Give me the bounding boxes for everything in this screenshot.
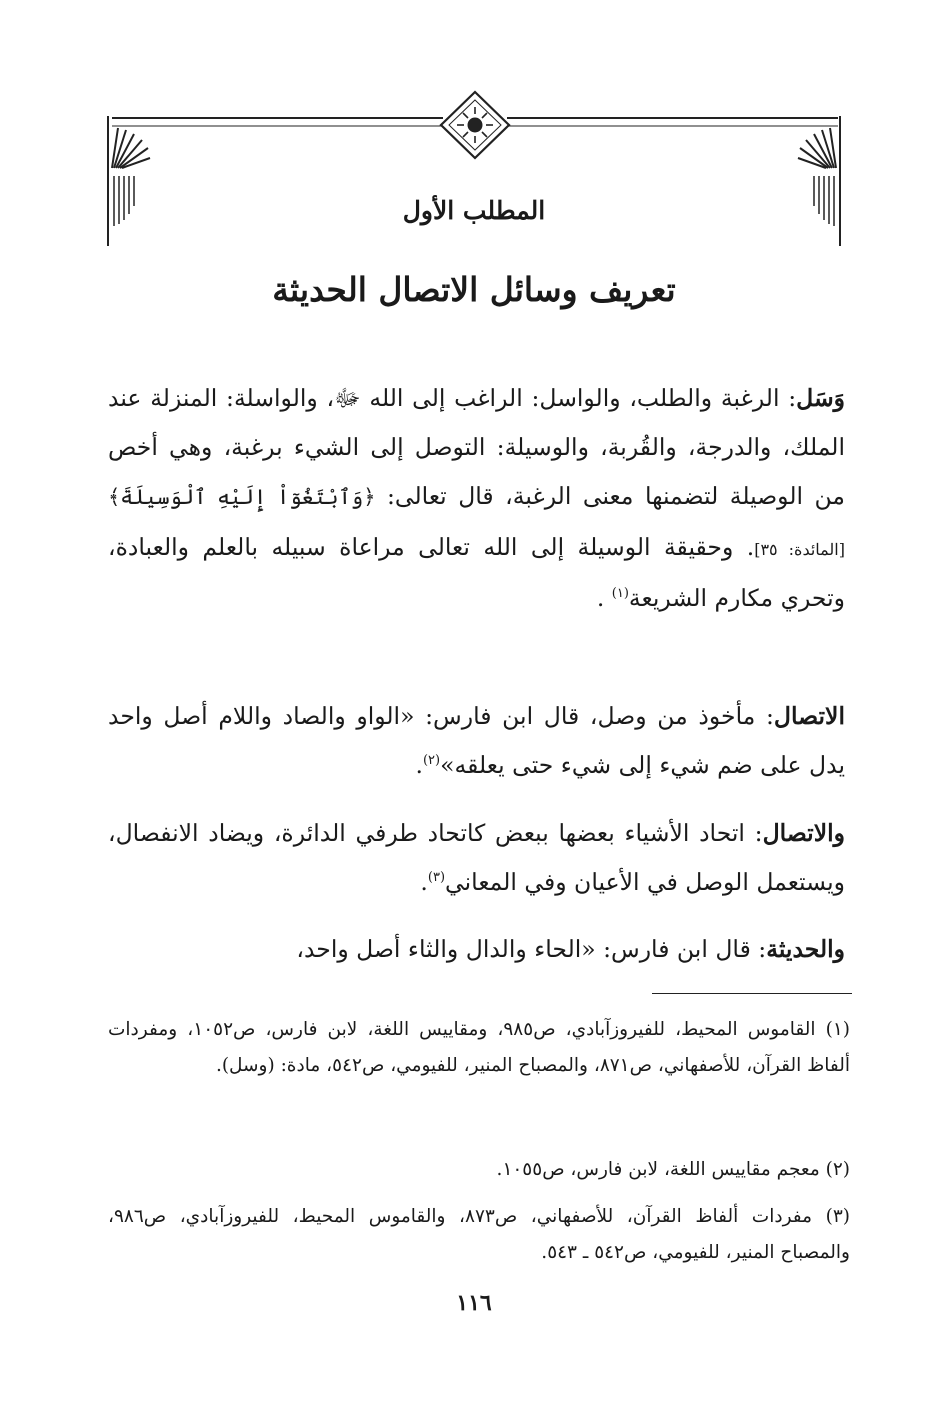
footnote-3 (108, 1199, 850, 1271)
term-wasal: وَسَل (796, 384, 845, 412)
paragraph-end: . (420, 868, 428, 896)
page-title: تعريف وسائل الاتصال الحديثة (272, 270, 676, 309)
footnote-number: (١) (825, 1019, 851, 1040)
quran-verse: ﴿وَٱبْتَغُوٓاْ إِلَيْهِ ٱلْوَسِيلَةَ﴾ (108, 485, 376, 509)
paragraph-ittisal (108, 692, 845, 790)
footnote-text: معجم مقاييس اللغة، لابن فارس، ص١٠٥٥. (496, 1159, 820, 1180)
paragraph-text: . وحقيقة الوسيلة إلى الله تعالى مراعاة سبيله بالعلم والعبادة، وتحري مكارم الشريعة (108, 533, 845, 612)
term-hadith: والحديثة (766, 935, 845, 963)
footnote-marker: (١) (611, 586, 629, 602)
footnote-1 (108, 1012, 850, 1084)
footnote-text: مفردات ألفاظ القرآن، للأصفهاني، ص٨٧٣، والقاموس المحيط، للفيروزآبادي، ص٩٨٦، والمصباح المنير، للفيومي، ص٥٤٢ ـ ٥٤٣. (108, 1206, 850, 1263)
section-label: المطلب الأول (402, 196, 546, 225)
paragraph-wasal (108, 374, 845, 623)
paragraph-text: : اتحاد الأشياء بعضها ببعض كاتحاد طرفي الدائرة، ويضاد الانفصال، ويستعمل الوصل في الأعيان وفي المعاني (108, 819, 845, 896)
footnote-marker: (٢) (422, 753, 441, 769)
verse-reference: [المائدة: ٣٥] (754, 540, 845, 559)
term-wal-ittisal: والاتصال (762, 819, 845, 847)
paragraph-hadith (108, 925, 845, 974)
footnote-2 (108, 1152, 850, 1188)
page-number: ١١٦ (456, 1290, 492, 1316)
footnote-text: القاموس المحيط، للفيروزآبادي، ص٩٨٥، ومقاييس اللغة، لابن فارس، ص١٠٥٢، ومفردات ألفاظ القرآن، للأصفهاني، ص٨٧١، والمصباح المنير، للفيومي، ص٥٤٢، مادة: (وسل). (108, 1019, 850, 1076)
term-ittisal: الاتصال (773, 702, 845, 730)
footnote-number: (٣) (825, 1206, 850, 1227)
paragraph-text: : مأخوذ من وصل، قال ابن فارس: «الواو والصاد واللام أصل واحد يدل على ضم شيء إلى شيء حتى يعلقه» (108, 702, 845, 779)
paragraph-end: . (415, 751, 423, 779)
paragraph-end: . (596, 584, 612, 612)
paragraph-text: : الرغبة والطلب، والواسل: الراغب إلى الله ﷻ، والواسلة: المنزلة عند الملك، والدرجة، والقُربة، والوسيلة: التوصل إلى الشيء برغبة، وهي أخص من الوصيلة لتضمنها معنى الرغبة، قال تعالى: (108, 384, 845, 510)
paragraph-wal-ittisal (108, 809, 845, 907)
footnote-number: (٢) (825, 1159, 850, 1180)
paragraph-text: : قال ابن فارس: «الحاء والدال والثاء أصل واحد، (296, 935, 767, 963)
footnote-separator (652, 993, 852, 994)
footnote-marker: (٣) (427, 870, 446, 886)
